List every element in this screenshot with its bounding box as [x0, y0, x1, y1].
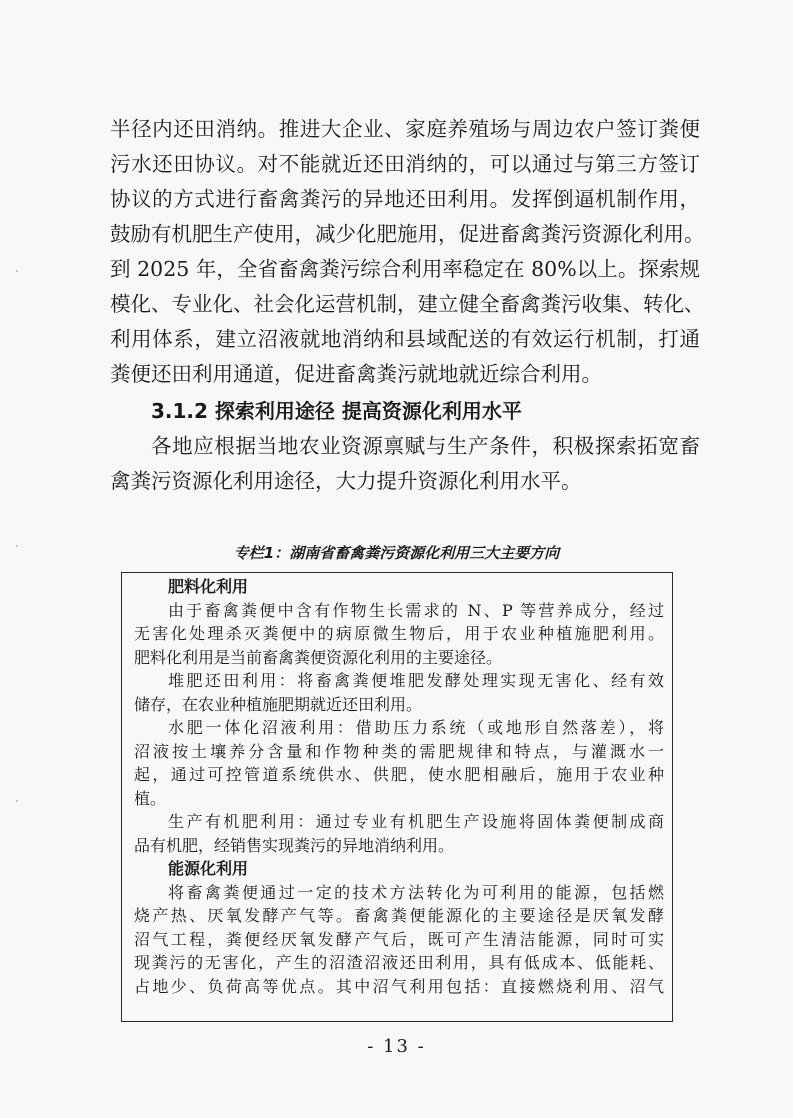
- margin-mark: [16, 270, 18, 272]
- info-box: [121, 572, 673, 1022]
- box-section-title: 肥料化利用: [168, 577, 249, 596]
- text-line: 到 2025 年，全省畜禽粪污综合利用率稳定在 80%以上。探索规: [110, 257, 700, 281]
- text-line: 半径内还田消纳。推进大企业、家庭养殖场与周边农户签订粪便: [110, 117, 700, 141]
- box-line: 起，通过可控管道系统供水、供肥，使水肥相融后，施用于农业种: [134, 765, 664, 784]
- paragraph-2: [110, 429, 700, 499]
- text-line: 粪便还田利用通道，促进畜禽粪污就地就近综合利用。: [110, 362, 602, 386]
- page-number: - 13 -: [367, 1036, 426, 1057]
- box-line: 品有机肥，经销售实现粪污的异地消纳利用。: [134, 835, 455, 855]
- margin-mark: [16, 800, 18, 802]
- box-line: 将畜禽粪便通过一定的技术方法转化为可利用的能源，包括燃: [168, 882, 664, 902]
- text-line: 协议的方式进行畜禽粪污的异地还田利用。发挥倒逼机制作用，: [110, 187, 700, 211]
- text-line: 模化、专业化、社会化运营机制，建立健全畜禽粪污收集、转化、: [110, 292, 705, 316]
- box-line: 沼液按土壤养分含量和作物种类的需肥规律和特点，与灌溉水一: [134, 741, 664, 761]
- box-line: 储存，在农业种植施肥期就近还田利用。: [134, 694, 423, 714]
- box-line: 肥料化利用是当前畜禽粪便资源化利用的主要途径。: [134, 647, 503, 667]
- box-line: 烧产热、厌氧发酵产气等。畜禽粪便能源化的主要途径是厌氧发酵: [134, 906, 664, 925]
- text-line: 禽粪污资源化利用途径，大力提升资源化利用水平。: [110, 469, 582, 493]
- box-caption: 专栏1：湖南省畜禽粪污资源化利用三大主要方向: [233, 544, 560, 562]
- text-line: 污水还田协议。对不能就近还田消纳的，可以通过与第三方签订: [110, 152, 700, 176]
- box-section-title: 能源化利用: [168, 859, 249, 878]
- box-line: 现粪污的无害化，产生的沼渣沼液还田利用，具有低成本、低能耗、: [134, 953, 664, 972]
- box-line: 植。: [134, 788, 167, 808]
- text-line: 利用体系，建立沼液就地消纳和县域配送的有效运行机制，打通: [110, 327, 700, 351]
- paragraph-1: [110, 112, 705, 392]
- box-line: 水肥一体化沼液利用：借助压力系统（或地形自然落差），将: [168, 718, 664, 737]
- text-line: 鼓励有机肥生产使用，减少化肥施用，促进畜禽粪污资源化利用。: [110, 222, 705, 246]
- section-heading: 3.1.2 探索利用途径 提高资源化利用水平: [151, 399, 522, 423]
- box-line: 由于畜禽粪便中含有作物生长需求的 N、P 等营养成分，经过: [168, 600, 664, 620]
- text-line: 各地应根据当地农业资源禀赋与生产条件，积极探索拓宽畜: [151, 434, 700, 458]
- box-line: 无害化处理杀灭粪便中的病原微生物后，用于农业种植施肥利用。: [134, 624, 664, 643]
- body-text: [110, 112, 705, 499]
- box-line: 沼气工程，粪便经厌氧发酵产气后，既可产生清洁能源，同时可实: [134, 929, 664, 949]
- box-line: 堆肥还田利用：将畜禽粪便堆肥发酵处理实现无害化、经有效: [168, 671, 664, 690]
- box-line: 占地少、负荷高等优点。其中沼气利用包括：直接燃烧利用、沼气: [134, 976, 664, 996]
- box-line: 生产有机肥利用：通过专业有机肥生产设施将固体粪便制成商: [168, 812, 664, 831]
